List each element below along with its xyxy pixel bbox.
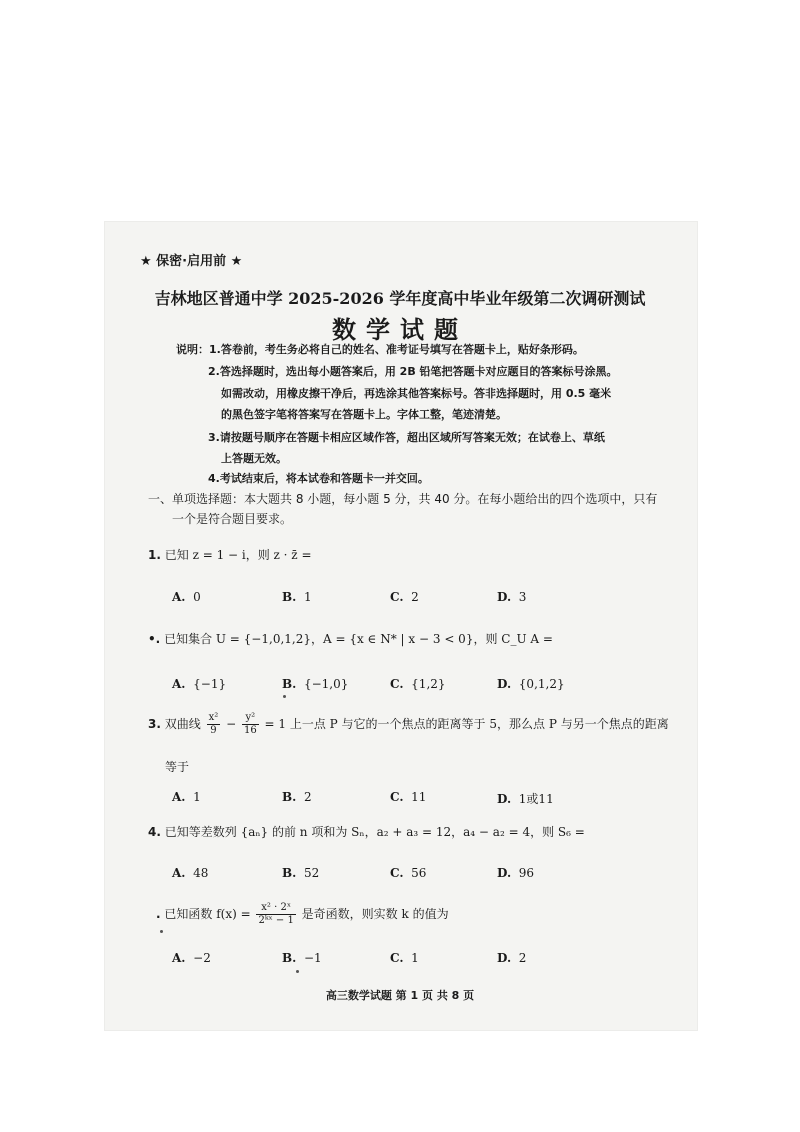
question-3-continuation: 等于 [165,760,190,774]
fraction-y2-over-16: $\frac{\text{y²}}{16}$ [243,712,257,736]
section-heading-line-2: 一个是符合题目要求。 [172,512,293,526]
instruction-line-7: 4.考试结束后，将本试卷和答题卡一并交回。 [208,472,429,485]
q1-option-d: D. 3 [497,590,527,604]
exam-subject: 数学试题 [332,316,468,344]
q4-option-d: D. 96 [497,866,535,880]
confidential-mark: ★ 保密·启用前 ★ [140,254,243,269]
instruction-line-4: 的黑色签字笔将答案写在答题卡上。字体工整，笔迹清楚。 [221,408,507,421]
question-4 [148,823,585,840]
q2-option-c: C. {1,2} [390,677,446,691]
q5-option-d: D. 2 [497,951,527,965]
instruction-line-2: 2.答选择题时，选出每小题答案后，用 2B 铅笔把答题卡对应题目的答案标号涂黑。 [208,365,618,378]
fraction-x2-over-9: $\frac{\text{x²}}{9}$ [208,712,219,736]
question-number: 3. [148,717,161,731]
q2-option-d: D. {0,1,2} [497,677,565,691]
q3-option-a: A. 1 [172,790,201,804]
fraction-function: $\frac{\text{x² · 2ˣ}}{\text{2ᵏˣ − 1}}$ [258,902,294,926]
q1-option-a: A. 0 [172,590,201,604]
scan-speck [283,695,286,698]
q4-option-a: A. 48 [172,866,209,880]
q2-option-b: B. {−1,0} [282,677,349,691]
question-number: 1. [148,548,161,562]
section-heading-line-1: 一、单项选择题：本大题共 8 小题，每小题 5 分，共 40 分。在每小题给出的四个选项中，只有 [148,492,658,506]
question-text: 已知集合 U = {−1,0,1,2}，A = {x ∈ N* | x − 3 < 0}，则 C_U A = [164,632,553,646]
scan-speck [296,970,299,973]
q5-option-c: C. 1 [390,951,419,965]
q5-option-b: B. −1 [282,951,322,965]
question-2 [148,630,553,647]
q5-option-a: A. −2 [172,951,211,965]
question-number: . [156,907,161,921]
question-number: •. [148,632,161,646]
q1-option-c: C. 2 [390,590,419,604]
question-text: 已知等差数列 {aₙ} 的前 n 项和为 Sₙ，a₂ + a₃ = 12，a₄ − a₂ = 4，则 S₆ = [164,825,585,839]
q3-option-d: D. 1或11 [497,792,554,806]
question-5: . 已知函数 f(x) = $\frac{\text{x² · 2ˣ}}{\text{2ᵏˣ − 1}}$ 是奇函数，则实数 k 的值为 [156,902,449,926]
instruction-line-3: 如需改动，用橡皮擦干净后，再选涂其他答案标号。答非选择题时，用 0.5 毫米 [221,387,612,400]
question-number: 4. [148,825,161,839]
page-footer: 高三数学试题 第 1 页 共 8 页 [325,989,475,1002]
question-text: 已知 z = 1 − i，则 z · z̄ = [164,548,312,562]
q2-option-a: A. {−1} [172,677,227,691]
question-1 [148,546,312,563]
q1-option-b: B. 1 [282,590,312,604]
question-3: 3. 双曲线 $\frac{\text{x²}}{9}$ − $\frac{\text{y²}}{16}$ = 1 上一点 P 与它的一个焦点的距离等于 5，那么点 P 与另一个焦点的距离 [148,712,669,736]
instruction-line-6: 上答题无效。 [221,452,287,465]
q3-option-b: B. 2 [282,790,312,804]
instruction-line-1: 说明：1.答卷前，考生务必将自己的姓名、准考证号填写在答题卡上，贴好条形码。 [176,343,584,356]
q4-option-c: C. 56 [390,866,427,880]
q4-option-b: B. 52 [282,866,320,880]
q3-option-c: C. 11 [390,790,427,804]
scan-speck [160,930,163,933]
exam-title: 吉林地区普通中学 2025-2026 学年度高中毕业年级第二次调研测试 [154,289,646,308]
instruction-line-5: 3.请按题号顺序在答题卡相应区域作答，超出区域所写答案无效；在试卷上、草纸 [208,431,605,444]
